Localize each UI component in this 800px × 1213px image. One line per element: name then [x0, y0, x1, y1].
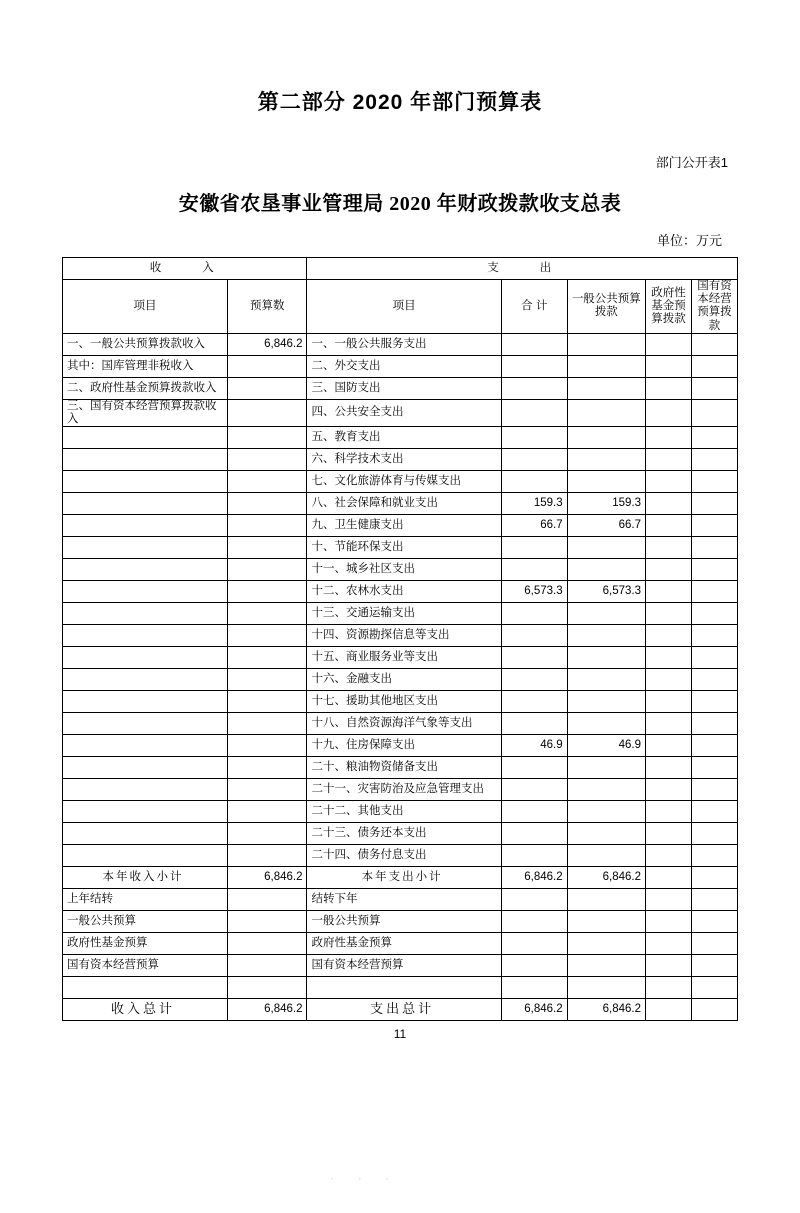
cell-expense-item: 十二、农林水支出 [307, 581, 501, 603]
cell-income-budget [228, 493, 307, 515]
cell-general-budget [567, 779, 645, 801]
cell-capital-budget [691, 801, 737, 823]
cell-total [501, 471, 567, 493]
cell-fund-budget [646, 647, 692, 669]
cell-fund-budget [646, 911, 692, 933]
cell-fund-budget [646, 713, 692, 735]
cell-income-item [63, 449, 228, 471]
cell-general-budget [567, 427, 645, 449]
cell-income-item [63, 581, 228, 603]
cell-income-budget [228, 933, 307, 955]
cell-capital-budget [691, 515, 737, 537]
cell-expense-item: 十六、金融支出 [307, 669, 501, 691]
cell-expense-item: 三、国防支出 [307, 377, 501, 399]
cell-capital-budget [691, 559, 737, 581]
cell-income-budget [228, 647, 307, 669]
column-income-budget: 预算数 [228, 280, 307, 334]
cell-general-budget [567, 449, 645, 471]
table-row [63, 977, 738, 999]
cell-fund-budget [646, 581, 692, 603]
table-row [63, 779, 738, 801]
cell-expense-item: 支出总计 [307, 999, 501, 1021]
table-row [63, 933, 738, 955]
cell-total: 6,846.2 [501, 999, 567, 1021]
table-row [63, 647, 738, 669]
cell-income-item: 一般公共预算 [63, 911, 228, 933]
cell-capital-budget [691, 955, 737, 977]
cell-fund-budget [646, 471, 692, 493]
unit-note: 单位：万元 [656, 233, 722, 248]
cell-total [501, 537, 567, 559]
table-row [63, 955, 738, 977]
cell-income-item [63, 757, 228, 779]
column-state-capital-budget: 国有资本经营预算拨款 [691, 280, 737, 334]
cell-expense-item: 十一、城乡社区支出 [307, 559, 501, 581]
cell-income-item: 一、一般公共预算拨款收入 [63, 333, 228, 355]
cell-general-budget [567, 333, 645, 355]
cell-income-budget [228, 355, 307, 377]
cell-income-item [63, 471, 228, 493]
cell-capital-budget [691, 333, 737, 355]
cell-capital-budget [691, 779, 737, 801]
cell-expense-item: 十五、商业服务业等支出 [307, 647, 501, 669]
cell-total: 6,573.3 [501, 581, 567, 603]
cell-fund-budget [646, 999, 692, 1021]
cell-income-budget [228, 669, 307, 691]
cell-fund-budget [646, 537, 692, 559]
table-row [63, 515, 738, 537]
cell-income-budget [228, 801, 307, 823]
cell-capital-budget [691, 377, 737, 399]
cell-fund-budget [646, 955, 692, 977]
table-row [63, 625, 738, 647]
cell-total [501, 691, 567, 713]
cell-fund-budget [646, 889, 692, 911]
cell-total [501, 355, 567, 377]
cell-income-item [63, 823, 228, 845]
table-row [63, 999, 738, 1021]
table-row [63, 911, 738, 933]
cell-income-budget [228, 845, 307, 867]
cell-capital-budget [691, 823, 737, 845]
cell-expense-item: 八、社会保障和就业支出 [307, 493, 501, 515]
cell-income-item [63, 515, 228, 537]
cell-income-item [63, 625, 228, 647]
cell-total [501, 399, 567, 426]
table-column-header-row [63, 280, 738, 334]
table-row [63, 377, 738, 399]
cell-expense-item: 二十四、债务付息支出 [307, 845, 501, 867]
table-body [63, 333, 738, 1020]
table-row [63, 735, 738, 757]
cell-income-budget [228, 559, 307, 581]
cell-expense-item: 五、教育支出 [307, 427, 501, 449]
cell-income-budget [228, 377, 307, 399]
cell-income-item [63, 977, 228, 999]
cell-fund-budget [646, 515, 692, 537]
cell-capital-budget [691, 471, 737, 493]
cell-capital-budget [691, 999, 737, 1021]
column-gov-fund-budget: 政府性基金预算拨款 [646, 280, 692, 334]
cell-income-item: 二、政府性基金预算拨款收入 [63, 377, 228, 399]
table-row [63, 333, 738, 355]
cell-expense-item: 十八、自然资源海洋气象等支出 [307, 713, 501, 735]
cell-income-item [63, 427, 228, 449]
column-income-item: 项目 [63, 280, 228, 334]
cell-general-budget: 159.3 [567, 493, 645, 515]
part-title: 第二部分 2020 年部门预算表 [257, 91, 543, 114]
cell-capital-budget [691, 691, 737, 713]
cell-capital-budget [691, 581, 737, 603]
cell-expense-item [307, 977, 501, 999]
cell-total [501, 427, 567, 449]
cell-income-budget [228, 537, 307, 559]
cell-capital-budget [691, 355, 737, 377]
cell-income-item [63, 559, 228, 581]
cell-income-item: 国有资本经营预算 [63, 955, 228, 977]
cell-expense-item: 十、节能环保支出 [307, 537, 501, 559]
cell-expense-item: 十三、交通运输支出 [307, 603, 501, 625]
table-row [63, 559, 738, 581]
cell-capital-budget [691, 603, 737, 625]
cell-total [501, 647, 567, 669]
cell-fund-budget [646, 603, 692, 625]
cell-income-item [63, 691, 228, 713]
cell-general-budget: 46.9 [567, 735, 645, 757]
cell-income-item: 本年收入小计 [63, 867, 228, 889]
table-row [63, 867, 738, 889]
table-row [63, 399, 738, 426]
cell-income-budget [228, 735, 307, 757]
cell-general-budget [567, 757, 645, 779]
cell-income-budget [228, 427, 307, 449]
cell-total [501, 377, 567, 399]
cell-capital-budget [691, 537, 737, 559]
cell-total [501, 713, 567, 735]
cell-general-budget [567, 537, 645, 559]
cell-income-item [63, 735, 228, 757]
cell-capital-budget [691, 449, 737, 471]
cell-capital-budget [691, 427, 737, 449]
cell-total: 6,846.2 [501, 867, 567, 889]
cell-fund-budget [646, 333, 692, 355]
cell-total [501, 669, 567, 691]
cell-general-budget [567, 471, 645, 493]
cell-fund-budget [646, 779, 692, 801]
cell-general-budget [567, 845, 645, 867]
cell-general-budget [567, 603, 645, 625]
cell-income-item: 三、国有资本经营预算拨款收入 [63, 399, 228, 426]
income-group-header: 收 入 [63, 258, 307, 280]
column-expense-item: 项目 [307, 280, 501, 334]
document-page [0, 86, 800, 1213]
cell-general-budget: 6,573.3 [567, 581, 645, 603]
cell-total: 46.9 [501, 735, 567, 757]
cell-expense-item: 政府性基金预算 [307, 933, 501, 955]
table-row [63, 889, 738, 911]
cell-income-budget [228, 911, 307, 933]
cell-income-budget [228, 823, 307, 845]
cell-income-item [63, 603, 228, 625]
cell-fund-budget [646, 845, 692, 867]
cell-total [501, 889, 567, 911]
cell-total [501, 779, 567, 801]
cell-total [501, 911, 567, 933]
cell-income-item [63, 647, 228, 669]
table-title: 安徽省农垦事业管理局 2020 年财政拨款收支总表 [178, 193, 622, 215]
expense-group-header: 支 出 [307, 258, 738, 280]
cell-expense-item: 一般公共预算 [307, 911, 501, 933]
cell-capital-budget [691, 889, 737, 911]
cell-income-item: 政府性基金预算 [63, 933, 228, 955]
cell-expense-item: 十四、资源勘探信息等支出 [307, 625, 501, 647]
table-group-header-row [63, 258, 738, 280]
table-row [63, 427, 738, 449]
cell-general-budget [567, 669, 645, 691]
cell-general-budget [567, 399, 645, 426]
cell-expense-item: 二十一、灾害防治及应急管理支出 [307, 779, 501, 801]
cell-income-budget: 6,846.2 [228, 999, 307, 1021]
cell-total [501, 955, 567, 977]
cell-income-budget: 6,846.2 [228, 333, 307, 355]
cell-income-budget [228, 449, 307, 471]
cell-fund-budget [646, 449, 692, 471]
cell-income-item: 收入总计 [63, 999, 228, 1021]
cell-general-budget [567, 801, 645, 823]
cell-expense-item: 九、卫生健康支出 [307, 515, 501, 537]
cell-fund-budget [646, 801, 692, 823]
column-general-public-budget: 一般公共预算拨款 [567, 280, 645, 334]
cell-total [501, 625, 567, 647]
budget-table [62, 257, 738, 1021]
cell-capital-budget [691, 647, 737, 669]
cell-income-budget [228, 691, 307, 713]
table-row [63, 355, 738, 377]
cell-total: 66.7 [501, 515, 567, 537]
table-row [63, 449, 738, 471]
cell-total [501, 823, 567, 845]
public-table-number: 部门公开表1 [655, 155, 728, 170]
cell-expense-item: 二十、粮油物资储备支出 [307, 757, 501, 779]
cell-general-budget: 6,846.2 [567, 867, 645, 889]
cell-capital-budget [691, 867, 737, 889]
cell-fund-budget [646, 559, 692, 581]
cell-total [501, 845, 567, 867]
table-row [63, 713, 738, 735]
cell-capital-budget [691, 911, 737, 933]
cell-general-budget [567, 955, 645, 977]
cell-expense-item: 二、外交支出 [307, 355, 501, 377]
table-row [63, 603, 738, 625]
cell-fund-budget [646, 823, 692, 845]
table-row [63, 471, 738, 493]
cell-fund-budget [646, 933, 692, 955]
cell-income-item [63, 845, 228, 867]
cell-general-budget [567, 933, 645, 955]
cell-capital-budget [691, 735, 737, 757]
cell-general-budget [567, 647, 645, 669]
cell-income-budget [228, 757, 307, 779]
table-row [63, 493, 738, 515]
cell-capital-budget [691, 713, 737, 735]
cell-expense-item: 七、文化旅游体育与传媒支出 [307, 471, 501, 493]
cell-expense-item: 二十二、其他支出 [307, 801, 501, 823]
cell-capital-budget [691, 933, 737, 955]
cell-expense-item: 六、科学技术支出 [307, 449, 501, 471]
cell-fund-budget [646, 399, 692, 426]
table-row [63, 757, 738, 779]
cell-income-item [63, 669, 228, 691]
cell-income-budget [228, 977, 307, 999]
table-row [63, 669, 738, 691]
cell-total [501, 449, 567, 471]
cell-fund-budget [646, 625, 692, 647]
cell-fund-budget [646, 669, 692, 691]
cell-expense-item: 国有资本经营预算 [307, 955, 501, 977]
cell-expense-item: 十九、住房保障支出 [307, 735, 501, 757]
cell-fund-budget [646, 377, 692, 399]
cell-general-budget [567, 713, 645, 735]
cell-total: 159.3 [501, 493, 567, 515]
cell-fund-budget [646, 757, 692, 779]
cell-general-budget [567, 823, 645, 845]
table-row [63, 845, 738, 867]
cell-income-item [63, 537, 228, 559]
cell-total [501, 757, 567, 779]
cell-general-budget [567, 889, 645, 911]
cell-total [501, 801, 567, 823]
cell-fund-budget [646, 867, 692, 889]
cell-capital-budget [691, 845, 737, 867]
cell-expense-item: 四、公共安全支出 [307, 399, 501, 426]
cell-general-budget: 66.7 [567, 515, 645, 537]
cell-general-budget: 6,846.2 [567, 999, 645, 1021]
cell-income-item [63, 493, 228, 515]
cell-income-budget [228, 955, 307, 977]
cell-income-budget [228, 713, 307, 735]
cell-general-budget [567, 559, 645, 581]
cell-expense-item: 十七、援助其他地区支出 [307, 691, 501, 713]
cell-general-budget [567, 911, 645, 933]
cell-general-budget [567, 355, 645, 377]
table-row [63, 691, 738, 713]
page-number: 11 [393, 1027, 407, 1042]
cell-fund-budget [646, 977, 692, 999]
cell-capital-budget [691, 625, 737, 647]
cell-income-budget [228, 471, 307, 493]
cell-income-item [63, 801, 228, 823]
cell-income-budget: 6,846.2 [228, 867, 307, 889]
cell-general-budget [567, 625, 645, 647]
cell-capital-budget [691, 399, 737, 426]
cell-capital-budget [691, 977, 737, 999]
cell-capital-budget [691, 757, 737, 779]
cell-expense-item: 结转下年 [307, 889, 501, 911]
cell-general-budget [567, 691, 645, 713]
cell-expense-item: 一、一般公共服务支出 [307, 333, 501, 355]
cell-fund-budget [646, 427, 692, 449]
cell-general-budget [567, 977, 645, 999]
cell-expense-item: 二十三、债务还本支出 [307, 823, 501, 845]
table-row [63, 581, 738, 603]
cell-income-budget [228, 779, 307, 801]
cell-total [501, 977, 567, 999]
cell-income-budget [228, 581, 307, 603]
table-row [63, 823, 738, 845]
cell-fund-budget [646, 735, 692, 757]
cell-income-budget [228, 603, 307, 625]
table-row [63, 537, 738, 559]
cell-fund-budget [646, 355, 692, 377]
cell-income-budget [228, 399, 307, 426]
table-row [63, 801, 738, 823]
cell-capital-budget [691, 493, 737, 515]
watermark: · · · [330, 1171, 400, 1186]
cell-capital-budget [691, 669, 737, 691]
cell-income-item: 其中：国库管理非税收入 [63, 355, 228, 377]
cell-total [501, 603, 567, 625]
cell-total [501, 333, 567, 355]
cell-expense-item: 本年支出小计 [307, 867, 501, 889]
cell-income-item: 上年结转 [63, 889, 228, 911]
cell-income-budget [228, 625, 307, 647]
cell-income-budget [228, 889, 307, 911]
cell-income-budget [228, 515, 307, 537]
cell-general-budget [567, 377, 645, 399]
cell-fund-budget [646, 493, 692, 515]
column-total: 合 计 [501, 280, 567, 334]
cell-total [501, 933, 567, 955]
cell-total [501, 559, 567, 581]
cell-income-item [63, 713, 228, 735]
cell-fund-budget [646, 691, 692, 713]
cell-income-item [63, 779, 228, 801]
